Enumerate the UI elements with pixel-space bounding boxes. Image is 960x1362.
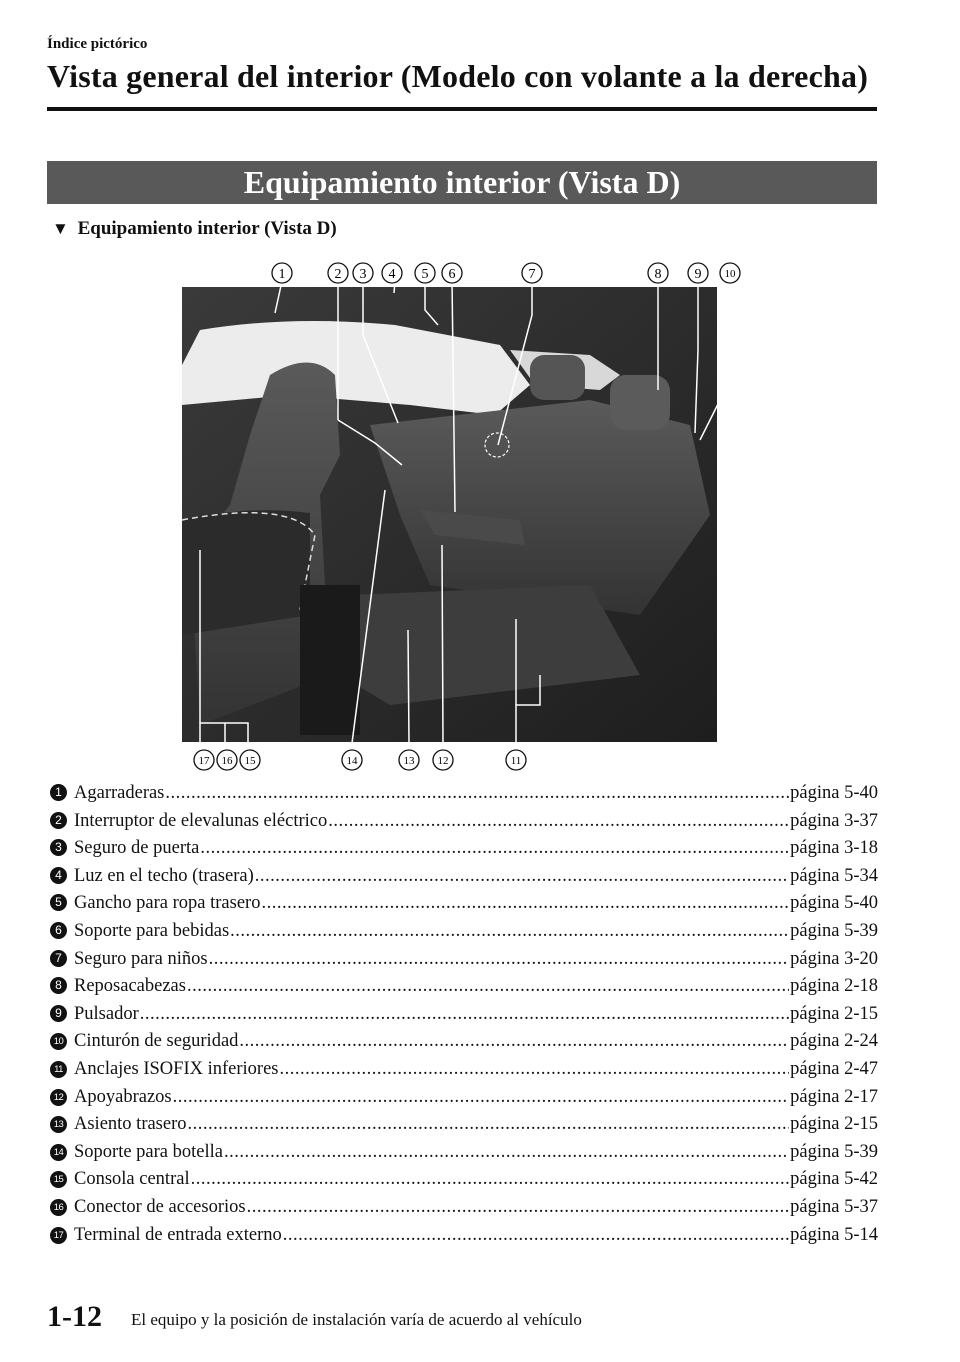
page-reference: página 2-24	[790, 1031, 878, 1052]
page-number: 1-12	[47, 1300, 102, 1333]
item-label: Reposacabezas	[74, 976, 186, 997]
list-item	[50, 866, 878, 894]
item-number: 1	[50, 784, 67, 801]
leader-dots	[165, 783, 789, 804]
interior-photo-illustration	[170, 255, 760, 780]
leader-dots	[283, 1225, 789, 1246]
item-number: 11	[50, 1061, 67, 1078]
leader-dots	[209, 949, 790, 970]
section-label: Índice pictórico	[47, 36, 148, 52]
list-item	[50, 893, 878, 921]
page-reference: página 5-40	[790, 783, 878, 803]
item-label: Anclajes ISOFIX inferiores	[74, 1058, 279, 1079]
callout-3: 3	[359, 267, 367, 282]
item-number: 4	[50, 867, 67, 884]
callout-6: 6	[448, 267, 456, 282]
item-number: 6	[50, 922, 67, 939]
item-number: 9	[50, 1005, 67, 1022]
callout-12: 12	[437, 755, 449, 767]
item-label: Conector de accesorios	[74, 1196, 246, 1217]
footer-note: El equipo y la posición de instalación varía de acuerdo al vehículo	[131, 1310, 582, 1329]
page-reference: página 5-39	[790, 920, 878, 941]
item-label: Soporte para bebidas	[74, 920, 230, 941]
page-reference: página 5-39	[790, 1141, 878, 1162]
item-number: 5	[50, 894, 67, 911]
leader-dots	[173, 1087, 790, 1108]
item-label: Soporte para botella	[74, 1141, 223, 1162]
item-label: Luz en el techo (trasera)	[74, 865, 254, 886]
page-reference: página 2-47	[790, 1058, 878, 1079]
item-number: 16	[50, 1199, 67, 1216]
section-banner	[47, 161, 877, 204]
item-number: 13	[50, 1116, 67, 1133]
page-reference: página 2-18	[790, 976, 878, 997]
item-number: 10	[50, 1033, 67, 1050]
page-title: Vista general del interior (Modelo con volante a la derecha)	[47, 58, 869, 94]
title-divider	[47, 107, 877, 111]
item-label: Seguro de puerta	[74, 838, 200, 859]
list-item	[50, 1004, 878, 1032]
list-item	[50, 1031, 878, 1059]
list-item	[50, 811, 878, 839]
front-seat-side	[182, 510, 310, 635]
leader-dots	[224, 1142, 789, 1163]
page-reference: página 5-14	[790, 1224, 878, 1245]
item-number: 3	[50, 839, 67, 856]
item-label: Apoyabrazos	[74, 1086, 172, 1107]
page-reference: página 3-20	[790, 948, 878, 969]
page-reference: página 5-34	[790, 865, 878, 886]
leader-dots	[239, 1031, 789, 1052]
item-label: Terminal de entrada externo	[74, 1224, 282, 1245]
callout-5: 5	[421, 267, 429, 282]
callout-4: 4	[388, 267, 396, 282]
leader-dots	[328, 811, 789, 832]
list-item	[50, 921, 878, 949]
list-item	[50, 1114, 878, 1142]
item-label: Pulsador	[74, 1003, 139, 1024]
component-list	[50, 783, 878, 1252]
list-item	[50, 1059, 878, 1087]
list-item	[50, 783, 878, 811]
item-number: 7	[50, 950, 67, 967]
item-number: 14	[50, 1144, 67, 1161]
triangle-marker-icon: ▼	[52, 219, 69, 238]
leader-dots	[187, 976, 789, 997]
page-reference: página 5-42	[790, 1169, 878, 1190]
leader-dots	[140, 1004, 789, 1025]
callout-8: 8	[654, 267, 662, 282]
subheading-text: Equipamiento interior (Vista D)	[77, 218, 337, 239]
page-reference: página 3-37	[790, 810, 878, 831]
item-label: Asiento trasero	[74, 1114, 187, 1135]
item-number: 17	[50, 1227, 67, 1244]
callout-10: 10	[724, 268, 736, 280]
leader-dots	[255, 866, 789, 887]
item-number: 2	[50, 812, 67, 829]
callout-1: 1	[278, 267, 286, 282]
item-label: Consola central	[74, 1169, 190, 1190]
callout-11: 11	[510, 755, 522, 767]
interior-figure	[170, 255, 760, 780]
list-item	[50, 838, 878, 866]
item-label: Cinturón de seguridad	[74, 1031, 239, 1052]
leader-dots	[188, 1114, 790, 1135]
item-label: Interruptor de elevalunas eléctrico	[74, 810, 328, 831]
list-item	[50, 1197, 878, 1225]
item-label: Agarraderas	[74, 783, 165, 803]
subheading	[52, 218, 337, 240]
callout-14: 14	[346, 755, 358, 767]
leader-dots	[279, 1059, 789, 1080]
list-item	[50, 1142, 878, 1170]
leader-dots	[200, 838, 789, 859]
callout-17: 17	[198, 755, 210, 767]
item-number: 12	[50, 1089, 67, 1106]
item-number: 8	[50, 977, 67, 994]
page-reference: página 5-37	[790, 1196, 878, 1217]
list-item	[50, 1225, 878, 1253]
page-reference: página 5-40	[790, 893, 878, 914]
item-label: Gancho para ropa trasero	[74, 893, 261, 914]
callout-2: 2	[334, 267, 342, 282]
page-reference: página 2-15	[790, 1114, 878, 1135]
callout-15: 15	[244, 755, 256, 767]
leader-dots	[191, 1169, 790, 1190]
banner-title: Equipamiento interior (Vista D)	[243, 164, 681, 200]
leader-dots	[261, 893, 789, 914]
callout-9: 9	[694, 267, 702, 282]
floor-area	[300, 585, 360, 735]
page-reference: página 3-18	[790, 838, 878, 859]
headrest-center	[530, 355, 585, 400]
headrest-right	[610, 375, 670, 430]
leader-dots	[230, 921, 789, 942]
callout-7: 7	[528, 267, 536, 282]
callout-16: 16	[221, 755, 233, 767]
page-reference: página 2-17	[790, 1086, 878, 1107]
leader-dots	[247, 1197, 790, 1218]
list-item	[50, 949, 878, 977]
callout-13: 13	[403, 755, 415, 767]
list-item	[50, 976, 878, 1004]
item-number: 15	[50, 1171, 67, 1188]
list-item	[50, 1087, 878, 1115]
item-label: Seguro para niños	[74, 948, 208, 969]
page-reference: página 2-15	[790, 1003, 878, 1024]
list-item	[50, 1169, 878, 1197]
